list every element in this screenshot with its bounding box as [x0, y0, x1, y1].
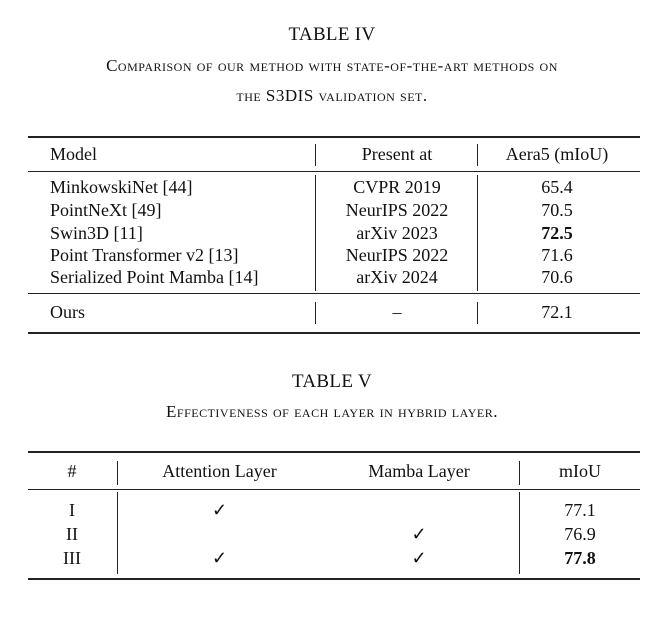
- table5-cell-id: I: [69, 500, 75, 520]
- table4-top-rule: [28, 136, 640, 138]
- table5-bottom-rule: [28, 578, 640, 580]
- table5-row: [28, 547, 640, 570]
- table4-cell-venue: arXiv 2024: [356, 267, 438, 287]
- table4-header-model: Model: [50, 144, 97, 164]
- table5-header-mamba: Mamba Layer: [368, 461, 470, 481]
- table4-row: [28, 222, 640, 244]
- table4-cell-model: Swin3D [11]: [50, 223, 143, 243]
- table4-row: [28, 176, 640, 198]
- table4-header-miou: Aera5 (mIoU): [505, 144, 609, 164]
- table5-header-id: #: [67, 461, 77, 481]
- table4-cell-miou: 71.6: [541, 245, 573, 265]
- table4-header-vline2: [477, 144, 478, 166]
- table4-bottom-rule: [28, 332, 640, 334]
- table4-caption-line2: the S3DIS validation set.: [236, 86, 428, 105]
- table5-label: TABLE V: [292, 371, 372, 392]
- table5-cell-miou: 77.1: [564, 500, 596, 520]
- table4-cell-model: Serialized Point Mamba [14]: [50, 267, 259, 287]
- table4-header-venue: Present at: [361, 144, 433, 164]
- table4-cell-miou: 70.5: [541, 200, 573, 220]
- table5-cell-attention-check-icon: ✓: [211, 500, 228, 520]
- table4-ours-venue: –: [392, 302, 402, 322]
- table5-cell-attention-check-icon: ✓: [211, 548, 228, 568]
- table4-cell-miou-best: 72.5: [541, 223, 573, 243]
- table5-cell-mamba-check-icon: ✓: [411, 548, 427, 568]
- table4-row: [28, 244, 640, 266]
- table4-cell-miou: 70.6: [541, 267, 573, 287]
- table4-cell-miou: 65.4: [541, 177, 573, 197]
- table5-top-rule: [28, 451, 640, 453]
- table4-caption-line1: Comparison of our method with state-of-the-art methods on: [106, 56, 558, 75]
- table4-cell-model: PointNeXt [49]: [50, 200, 162, 220]
- table4-cell-venue: NeurIPS 2022: [345, 245, 449, 265]
- table5-header-attention: Attention Layer: [162, 461, 277, 481]
- table4-row: [28, 199, 640, 221]
- table4-cell-venue: NeurIPS 2022: [345, 200, 449, 220]
- table5-cell-miou: 76.9: [564, 524, 596, 544]
- table4-mid-rule: [28, 293, 640, 294]
- table5-cell-mamba-check-icon: ✓: [411, 524, 427, 544]
- table5-row: [28, 499, 640, 522]
- table4-cell-venue: arXiv 2023: [356, 223, 438, 243]
- table5-row: [28, 523, 640, 546]
- table4-header-vline1: [315, 144, 316, 166]
- table5-cell-id: III: [63, 548, 81, 568]
- table5-header-vline2: [519, 461, 520, 485]
- table5-cell-id: II: [66, 524, 78, 544]
- table5-header-vline1: [117, 461, 118, 485]
- table4-row: [28, 266, 640, 288]
- table4-cell-model: Point Transformer v2 [13]: [50, 245, 239, 265]
- table4-ours-miou: 72.1: [541, 302, 573, 322]
- table4-cell-model: MinkowskiNet [44]: [50, 177, 193, 197]
- table5-header-rule: [28, 489, 640, 490]
- table5-cell-miou-best: 77.8: [564, 548, 596, 568]
- table4-ours-row: [28, 301, 640, 323]
- table5-header-miou: mIoU: [559, 461, 601, 481]
- table4-ours-model: Ours: [50, 302, 85, 322]
- table4-cell-venue: CVPR 2019: [353, 177, 441, 197]
- table4-header-rule: [28, 171, 640, 172]
- table5-caption: Effectiveness of each layer in hybrid layer.: [166, 402, 498, 421]
- table4-label: TABLE IV: [288, 24, 376, 45]
